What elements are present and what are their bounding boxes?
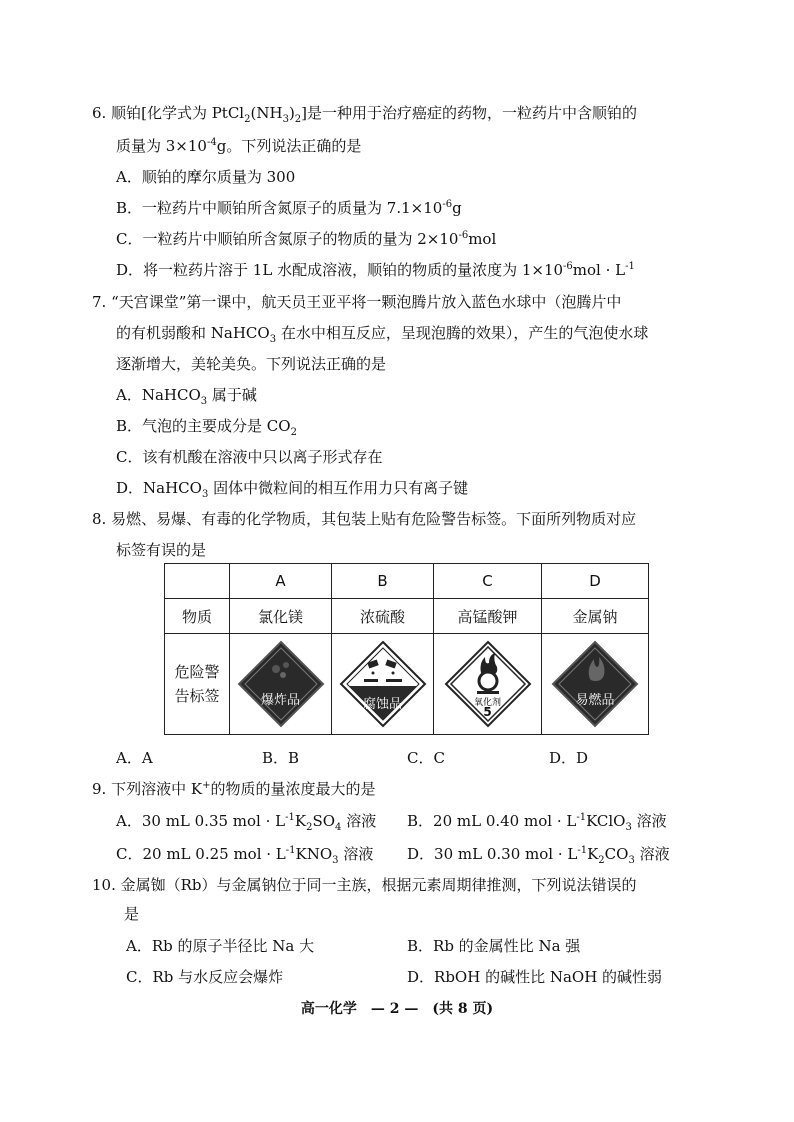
q9-sub: 3 xyxy=(625,822,632,833)
table-cell: 氯化镁 xyxy=(230,599,332,634)
q10-option-a: A．Rb 的原子半径比 Na 大 xyxy=(126,937,315,955)
q9-sup: -1 xyxy=(285,845,296,856)
corrosive-icon xyxy=(338,639,428,729)
q9-sup: + xyxy=(202,780,211,791)
q6-option-a: A．顺铂的摩尔质量为 300 xyxy=(116,168,296,186)
q7-sub: 2 xyxy=(290,427,297,438)
q7-text: B．气泡的主要成分是 CO xyxy=(116,417,291,435)
q9-number: 9. xyxy=(92,780,107,798)
hazard-label-text: 腐蚀品 xyxy=(362,697,402,712)
q7-stem-line2 xyxy=(116,323,648,343)
q9-sub: 3 xyxy=(332,855,339,866)
q6-sub: 2 xyxy=(294,114,302,125)
q6-text: mol · L xyxy=(572,261,626,279)
q9-text: 溶液 xyxy=(341,812,377,830)
q7-text: 的有机弱酸和 NaHCO xyxy=(116,324,270,342)
q7-option-c: C．该有机酸在溶液中只以离子形式存在 xyxy=(116,448,383,466)
q9-text: A．30 mL 0.35 mol · L xyxy=(116,812,286,830)
row-label-line: 告标签 xyxy=(174,687,220,705)
q9-sub: 3 xyxy=(628,855,635,866)
q8-stem-line2: 标签有误的是 xyxy=(116,541,207,559)
table-header-cell: D xyxy=(542,564,649,599)
table-cell xyxy=(230,634,332,735)
table-cell: 高锰酸钾 xyxy=(434,599,542,634)
hazard-label-text: 易燃品 xyxy=(575,693,615,708)
row-label-line: 危险警 xyxy=(174,663,220,681)
table-row-label: 物质 xyxy=(165,599,230,634)
q9-sup: -1 xyxy=(285,812,295,823)
q6-text: 顺铂[化学式为 PtCl xyxy=(111,104,245,122)
q9-text: 的物质的量浓度最大的是 xyxy=(210,780,376,798)
q9-text: K xyxy=(587,845,599,863)
q6-option-b xyxy=(116,198,462,218)
explosive-label xyxy=(236,639,326,729)
q6-sub: 2 xyxy=(244,114,251,125)
q9-text: C．20 mL 0.25 mol · L xyxy=(116,845,286,863)
q9-text: B．20 mL 0.40 mol · L xyxy=(407,812,577,830)
q9-option-c xyxy=(116,844,373,864)
q8-stem-line1 xyxy=(92,509,636,529)
q9-text: 溶液 xyxy=(634,845,670,863)
q6-text: C．一粒药片中顺铂所含氮原子的物质的量为 2×10 xyxy=(116,230,459,248)
hazard-label-text: 氧化剂 xyxy=(473,698,501,708)
q9-sub: 2 xyxy=(306,822,313,833)
q9-text: D．30 mL 0.30 mol · L xyxy=(407,845,578,863)
q6-sub: 3 xyxy=(282,114,289,125)
q8-text: 易燃、易爆、有毒的化学物质，其包装上贴有危险警告标签。下面所列物质对应 xyxy=(111,510,637,528)
table-header-cell xyxy=(165,564,230,599)
q7-sub: 3 xyxy=(201,489,209,500)
flammable-label xyxy=(550,639,640,729)
q7-option-b xyxy=(116,416,297,436)
q7-sub: 3 xyxy=(269,334,277,345)
q7-text: 在水中相互反应，呈现泡腾的效果），产生的气泡使水球 xyxy=(276,324,649,342)
q7-text: 属于碱 xyxy=(207,386,257,404)
q7-number: 7. xyxy=(92,293,107,311)
q6-option-d xyxy=(116,260,635,280)
q8-option-d: D．D xyxy=(549,749,589,767)
q7-stem-line1 xyxy=(92,292,621,312)
q10-text: 金属铷（Rb）与金属钠位于同一主族，根据元素周期律推测，下列说法错误的 xyxy=(120,876,637,894)
q7-option-d xyxy=(116,478,468,498)
table-header-cell: B xyxy=(332,564,434,599)
oxidizer-class-number: 5 xyxy=(483,705,492,719)
q7-text: D．NaHCO xyxy=(116,479,202,497)
table-cell: 金属钠 xyxy=(542,599,649,634)
q7-text: “天宫课堂”第一课中，航天员王亚平将一颗泡腾片放入蓝色水球中（泡腾片中 xyxy=(111,293,622,311)
page-footer: 高一化学 — 2 — (共 8 页) xyxy=(300,1001,494,1017)
table-cell: 浓硫酸 xyxy=(332,599,434,634)
q6-sup: -6 xyxy=(458,230,469,241)
q6-text: mol xyxy=(468,230,497,248)
q7-sub: 3 xyxy=(200,396,208,407)
explosive-icon xyxy=(236,639,326,729)
table-header-cell: A xyxy=(230,564,332,599)
table-row-label xyxy=(165,634,230,735)
q6-text: B．一粒药片中顺铂所含氮原子的质量为 7.1×10 xyxy=(116,199,443,217)
hazard-label-text: 爆炸品 xyxy=(260,693,300,708)
q9-text: SO xyxy=(312,812,336,830)
q9-sup: -1 xyxy=(576,812,587,823)
q6-text: g xyxy=(452,199,462,217)
q7-stem-line3: 逐渐增大，美轮美奂。下列说法正确的是 xyxy=(116,355,387,373)
q10-option-b: B．Rb 的金属性比 Na 强 xyxy=(407,937,581,955)
table-header-cell: C xyxy=(434,564,542,599)
q7-option-a xyxy=(116,385,257,405)
q9-text: 下列溶液中 K xyxy=(111,780,203,798)
oxidizer-label xyxy=(443,639,533,729)
q9-option-a xyxy=(116,811,376,831)
q8-option-a: A．A xyxy=(116,749,153,767)
q6-text: D．将一粒药片溶于 1L 水配成溶液，顺铂的物质的量浓度为 1×10 xyxy=(116,261,564,279)
q6-sup: -4 xyxy=(206,137,217,148)
q10-option-c: C．Rb 与水反应会爆炸 xyxy=(126,968,284,986)
q6-text: (NH xyxy=(250,104,283,122)
table-cell xyxy=(434,634,542,735)
table-label-row xyxy=(165,634,649,735)
q6-text: ]是一种用于治疗癌症的药物，一粒药片中含顺铂的 xyxy=(301,104,638,122)
q6-text: ) xyxy=(288,104,295,122)
q7-text: A．NaHCO xyxy=(116,386,201,404)
q9-text: K xyxy=(294,812,307,830)
q6-sup: -6 xyxy=(442,199,453,210)
q10-stem-line2: 是 xyxy=(124,905,140,923)
q9-text: KClO xyxy=(586,812,626,830)
q6-sup: -1 xyxy=(625,261,635,272)
flame-icon xyxy=(550,639,640,729)
table-substance-row xyxy=(165,599,649,634)
corrosive-label xyxy=(338,639,428,729)
q8-option-b: B．B xyxy=(262,749,300,767)
q9-text: 溶液 xyxy=(631,812,667,830)
hazard-label-table xyxy=(164,563,649,735)
q6-number: 6. xyxy=(92,104,107,122)
q10-number: 10. xyxy=(92,876,116,894)
q9-sub: 2 xyxy=(598,855,605,866)
q9-sub: 4 xyxy=(335,822,342,833)
q9-option-b xyxy=(407,811,667,831)
table-cell xyxy=(542,634,649,735)
q7-text: 固体中微粒间的相互作用力只有离子键 xyxy=(208,479,469,497)
table-cell xyxy=(332,634,434,735)
q9-sup: -1 xyxy=(577,845,588,856)
q6-text: 质量为 3×10 xyxy=(116,137,207,155)
q6-text: g。下列说法正确的是 xyxy=(216,137,362,155)
table-header-row xyxy=(165,564,649,599)
q9-option-d xyxy=(407,844,670,864)
q8-option-c: C．C xyxy=(407,749,445,767)
q6-stem-line1 xyxy=(92,103,637,123)
q9-text: 溶液 xyxy=(338,845,374,863)
q9-text: CO xyxy=(604,845,629,863)
q6-option-c xyxy=(116,229,496,249)
q9-text: KNO xyxy=(295,845,333,863)
q6-sup: -6 xyxy=(563,261,573,272)
q10-option-d: D．RbOH 的碱性比 NaOH 的碱性弱 xyxy=(407,968,663,986)
q8-number: 8. xyxy=(92,510,107,528)
q10-stem-line1 xyxy=(92,875,637,895)
q6-stem-line2 xyxy=(116,136,361,156)
q9-stem xyxy=(92,779,375,799)
